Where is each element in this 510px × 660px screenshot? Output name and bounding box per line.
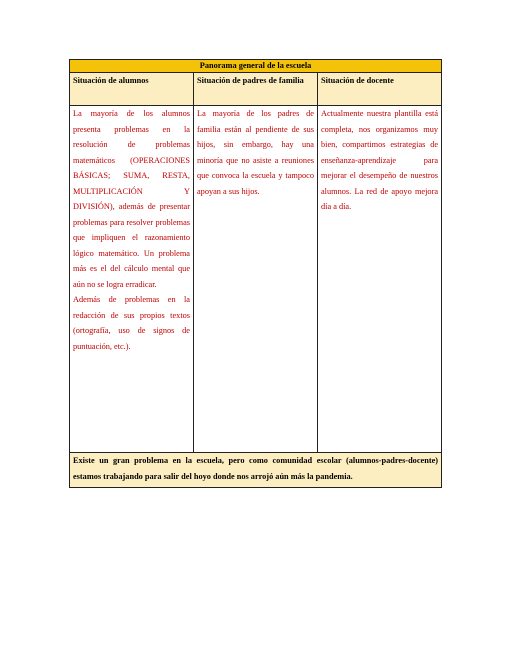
docente-paragraph: Actualmente nuestra plantilla está completa, nos organizamos muy bien, compartimos estrategias de enseñanza-aprendizaje para mejorar el desempeño de nuestros alumnos. La red de apoyo mejora día a día.	[321, 109, 439, 211]
table-footer: Existe un gran problema en la escuela, pero como comunidad escolar (alumnos-padres-docente) estamos trabajando para salir del hoyo donde nos arrojó aún más la pandemia.	[70, 453, 442, 488]
cell-padres	[194, 106, 318, 453]
footer-row	[70, 453, 442, 488]
alumnos-paragraph-2: Además de problemas en la redacción de sus propios textos (ortografía, uso de signos de puntuación, etc.).	[73, 295, 190, 351]
header-docente: Situación de docente	[318, 73, 442, 106]
padres-paragraph: La mayoría de los padres de familia están al pendiente de sus hijos, sin embargo, hay una minoría que no asiste a reuniones que convoca la escuela y tampoco apoyan a sus hijos.	[197, 109, 314, 196]
cell-docente	[318, 106, 442, 453]
school-overview-table	[69, 59, 442, 488]
header-padres: Situación de padres de familia	[194, 73, 318, 106]
body-row	[70, 106, 442, 453]
header-row	[70, 73, 442, 106]
alumnos-paragraph-1: La mayoría de los alumnos presenta problemas en la resolución de problemas matemáticos (OPERACIONES BÁSICAS; SUMA, RESTA, MULTIPLICACIÓN Y DIVISIÓN), además de presentar problemas para resolver problemas que impliquen el razonamiento lógico matemático. Un problema más es el del cálculo mental que aún no se logra erradicar.	[73, 109, 190, 289]
cell-alumnos	[70, 106, 194, 453]
header-alumnos: Situación de alumnos	[70, 73, 194, 106]
table-title: Panorama general de la escuela	[70, 60, 442, 73]
title-row	[70, 60, 442, 73]
